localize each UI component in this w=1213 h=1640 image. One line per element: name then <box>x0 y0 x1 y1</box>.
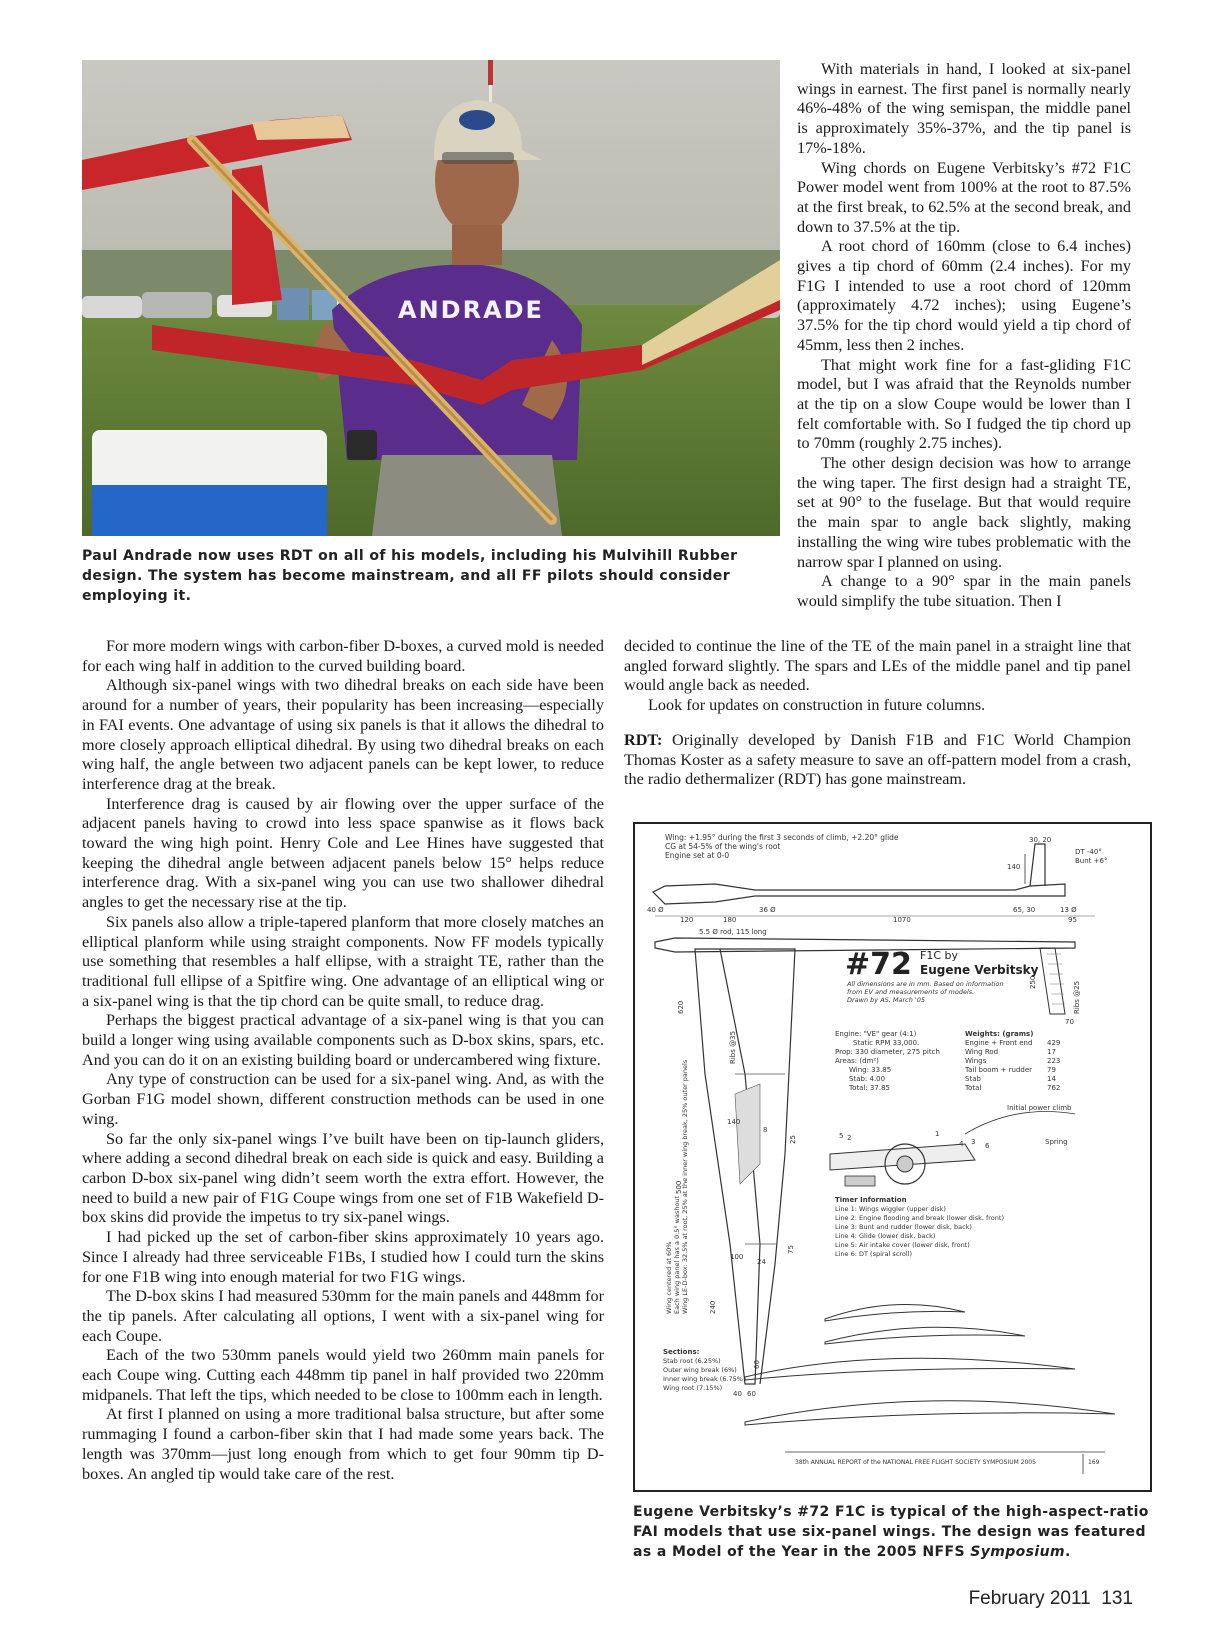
paragraph: The other design decision was how to arrange the wing taper. The first design had a straight TE, set at 90° to the fuselage. But that would require the main spar to angle back slightly, making installing the wing wire tubes problematic with the narrow spar I planned on using. <box>797 454 1131 571</box>
plan-climb-note: Initial power climb <box>1007 1104 1072 1112</box>
plan-footer-page: 169 <box>1088 1459 1100 1466</box>
plan-timer-num: 5 <box>839 1132 844 1140</box>
plan-dim: 240 <box>709 1300 717 1314</box>
diagram-caption-end: . <box>1064 1544 1071 1560</box>
right-column <box>797 60 1131 612</box>
photo-caption: Paul Andrade now uses RDT on all of his models, including his Mulvihill Rubber design. The system has become mainstream, and all FF pilots should consider employing it. <box>82 548 738 604</box>
plan-weight-label: Wings <box>965 1057 987 1065</box>
plan-weight-value: 762 <box>1047 1084 1061 1092</box>
plan-dim: 250 <box>1029 975 1037 989</box>
plan-timer-line: Line 5: Air intake cover (lower disk, front) <box>835 1241 970 1249</box>
paragraph: Wing chords on Eugene Verbitsky’s #72 F1C Power model went from 100% at the root to 87.5% at the first break, to 62.5% at the second break, and down to 37.5% at the tip. <box>797 158 1131 236</box>
paragraph: Six panels also allow a triple-tapered planform that more closely matches an elliptical planform while using straight components. Now FF models typically use something that resembles a half ellipse, with a straight TE, rather than the traditional full ellipse of a Spitfire wing. One advantage of an elliptical wing or a six-panel wing is that the tip chord can be quite small, to reduce drag. <box>82 912 604 1010</box>
plan-spec: Wing: 33.85 <box>849 1066 892 1074</box>
footer-page-number: 131 <box>1101 1588 1133 1609</box>
plan-timer-num: 3 <box>971 1138 976 1146</box>
plan-weight-label: Stab <box>965 1075 981 1083</box>
rdt-lead: RDT: <box>624 730 663 749</box>
paragraph: Interference drag is caused by air flowing over the upper surface of the adjacent panels having to crowd into less space spanwise as it flows back toward the wing high point. Henry Cole and Lee Hines have suggested that keeping the dihedral angle between adjacent panels below 15° helps reduce interference drag. With a six-panel wing you can use two shallower dihedral angles to get the necessary rise at the tip. <box>82 794 604 912</box>
plan-dim: 180 <box>723 916 737 924</box>
plan-weight-label: Wing Rod <box>965 1048 999 1056</box>
plan-subtitle: Drawn by AS, March '05 <box>847 996 925 1004</box>
plan-dim: 40 <box>733 1390 742 1398</box>
plan-dim: 140 <box>727 1118 741 1126</box>
diagram-caption-text: Eugene Verbitsky’s #72 F1C is typical of the high-aspect-ratio FAI models that use six-panel wings. The design was featured as a Model of the Year in the 2005 NFFS <box>633 1504 1149 1560</box>
paragraph: I had picked up the set of carbon-fiber skins approximately 10 years ago. Since I already had three serviceable F1Bs, I studied how I could turn the skins for one F1B wing into enough material for two F1G wings. <box>82 1228 604 1286</box>
plan-weight-value: 79 <box>1047 1066 1056 1074</box>
plan-timer-line: Line 1: Wings wiggler (upper disk) <box>835 1205 946 1213</box>
plan-timer-title: Timer Information <box>835 1196 907 1204</box>
plan-dim: 8 <box>763 1126 768 1134</box>
plan-note: Engine set at 0-0 <box>665 851 730 860</box>
plan-dim: 65, 30 <box>1013 906 1036 914</box>
paragraph: A change to a 90° spar in the main panels would simplify the tube situation. Then I <box>797 572 1131 610</box>
plan-dim: 60 <box>747 1390 756 1398</box>
plan-dim: DT -40° <box>1075 848 1102 856</box>
plan-timer-line: Line 2: Engine flooding and break (lower disk, front) <box>835 1214 1004 1222</box>
paragraph: With materials in hand, I looked at six-panel wings in earnest. The first panel is normally nearly 46%-48% of the wing semispan, the middle panel is approximately 35%-37%, and the tip panel is 17%-18%. <box>797 60 1131 157</box>
plan-spec: Static RPM 33,000. <box>853 1039 920 1047</box>
plan-dim: Ribs @35 <box>729 1030 737 1064</box>
plan-dim: Bunt +6° <box>1075 857 1108 865</box>
plan-section: Inner wing break (6.75%) <box>663 1375 746 1383</box>
paragraph: Look for updates on construction in future columns. <box>648 696 986 715</box>
shirt-text: ANDRADE <box>398 296 544 324</box>
plan-spring-label: Spring <box>1045 1138 1068 1146</box>
plan-title-class: F1C by <box>920 949 958 962</box>
paragraph: At first I planned on using a more traditional balsa structure, but after some rummaging I found a carbon-fiber skin that I had made some years back. The length was 370mm—just long enough from which to get four 90mm tip D-boxes. An angled tip would take care of the rest. <box>82 1405 604 1483</box>
plan-spec: Areas: (dm²) <box>835 1057 879 1065</box>
plan-dim: 30, 20 <box>1029 836 1052 844</box>
plan-title-number: #72 <box>845 947 912 982</box>
plan-dim: 36 Ø <box>759 906 776 914</box>
paragraph: The D-box skins I had measured 530mm for the main panels and 448mm for the tip panels. After calculating all options, I went with a six-panel wing for each Coupe. <box>82 1287 604 1345</box>
plan-dim: 100 <box>730 1253 744 1261</box>
paragraph: A root chord of 160mm (close to 6.4 inches) gives a tip chord of 60mm (2.4 inches). For my F1G I intended to use a root chord of 120mm (approximately 4.72 inches); using Eugene’s 37.5% for the tip chord would yield a tip chord of 45mm, less then 2 inches. <box>797 237 1131 354</box>
plan-section: Wing root (7.15%) <box>663 1384 723 1392</box>
plan-dim: 120 <box>680 916 694 924</box>
plan-weight-label: Engine + Front end <box>965 1039 1033 1047</box>
diagram-caption <box>633 1502 1151 1562</box>
page-footer <box>969 1588 1133 1610</box>
plan-dim: 24 <box>757 1258 766 1266</box>
plan-timer-line: Line 4: Glide (lower disk, back) <box>835 1232 936 1240</box>
plan-subtitle: All dimensions are in mm. Based on information <box>847 980 1004 988</box>
plan-spec: Stab: 4.00 <box>849 1075 886 1083</box>
footer-month: February 2011 <box>968 1588 1091 1609</box>
paragraph: Perhaps the biggest practical advantage of a six-panel wing is that you can build a longer wing using available components such as D-box skins, spars, etc. And you can do it on an existing building board or undercambered wing fixture. <box>82 1011 604 1069</box>
plan-spec: Engine: "VE" gear (4:1) <box>835 1030 917 1038</box>
plan-dim: 60 <box>753 1360 761 1369</box>
paragraph: Each of the two 530mm panels would yield two 260mm main panels for each Coupe wing. Cutting each 448mm tip panel in half provided two 220mm midpanels. That left the tips, which needed to be close to 100mm each in length. <box>82 1346 604 1404</box>
plan-dim: 25 <box>789 1135 797 1144</box>
plan-dim: 620 <box>677 1000 685 1014</box>
left-column <box>82 637 604 1484</box>
plan-dim: 1070 <box>893 916 911 924</box>
plan-rod-note: 5.5 Ø rod, 115 long <box>699 928 767 936</box>
plan-side-note: Wing centered at 60% <box>665 1241 673 1314</box>
plan-section: Stab root (6.25%) <box>663 1357 721 1365</box>
plan-dim: 70 <box>1065 1018 1074 1026</box>
rdt-text: Originally developed by Danish F1B and F1C World Champion Thomas Koster as a safety measure to save an off-pattern model from a crash, the radio dethermalizer (RDT) has gone mainstream. <box>624 730 1131 789</box>
plan-dim: 140 <box>1007 863 1021 871</box>
plan-subtitle: from EV and measurements of models. <box>847 988 975 996</box>
plan-dim: 13 Ø <box>1060 906 1077 914</box>
plan-weight-value: 223 <box>1047 1057 1061 1065</box>
plan-dim: Ribs @25 <box>1073 980 1081 1014</box>
plan-timer-line: Line 6: DT (spiral scroll) <box>835 1250 913 1258</box>
right-column-continued <box>624 637 1131 790</box>
plan-note: Wing: +1.95° during the first 3 seconds of climb, +2.20° glide <box>665 833 899 842</box>
rdt-paragraph <box>624 731 1131 790</box>
plan-drawing <box>635 824 1150 1490</box>
plan-dim: 95 <box>1068 916 1077 924</box>
paragraph: Any type of construction can be used for a six-panel wing. And, as with the Gorban F1G model shown, different construction methods can be used in one wing. <box>82 1070 604 1128</box>
photo-paul-andrade <box>82 60 780 536</box>
plan-timer-num: 6 <box>985 1142 990 1150</box>
plan-diagram <box>633 822 1152 1492</box>
plan-weight-value: 429 <box>1047 1039 1061 1047</box>
paragraph: Although six-panel wings with two dihedral breaks on each side have been around for a number of years, their popularity has been increasing—especially in FAI events. One advantage of using six panels is that it allows the dihedral to more closely approach elliptical dihedral. By using two dihedral breaks on each wing half, the angle between two adjacent panels can be kept lower, to reduce interference drag at the break. <box>82 676 604 793</box>
photo-illustration <box>82 60 780 536</box>
plan-dim: 40 Ø <box>647 906 664 914</box>
paragraph: So far the only six-panel wings I’ve built have been on tip-launch gliders, where adding a second dihedral break on each side is quick and easy. Building a carbon D-box six-panel wing didn’t seem worth the extra effort. However, the need to build a new pair of F1G Coupe wings from one set of F1B Wakefield D-box skins did provide the impetus to try six-panel wings. <box>82 1129 604 1227</box>
plan-spec: Total: 37.85 <box>849 1084 890 1092</box>
plan-footer-note: 38th ANNUAL REPORT of the NATIONAL FREE FLIGHT SOCIETY SYMPOSIUM 2005 <box>795 1459 1036 1466</box>
plan-side-note: Each wing panel has a 0.5° washout <box>673 1195 681 1314</box>
plan-section: Outer wing break (6%) <box>663 1366 737 1374</box>
plan-note: CG at 54-5% of the wing's root <box>665 842 781 851</box>
plan-sections-title: Sections: <box>663 1348 700 1356</box>
plan-weight-label: Total <box>965 1084 982 1092</box>
plan-dim: 75 <box>787 1245 795 1254</box>
plan-dim: 500 <box>675 1180 683 1194</box>
plan-timer-line: Line 3: Bunt and rudder (lower disk, back) <box>835 1223 972 1231</box>
plan-weight-value: 14 <box>1047 1075 1056 1083</box>
plan-weights-title: Weights: (grams) <box>965 1030 1034 1038</box>
diagram-caption-italic: Symposium <box>970 1544 1065 1560</box>
plan-timer-num: 1 <box>935 1130 940 1138</box>
paragraph: decided to continue the line of the TE of the main panel in a straight line that angled forward slightly. The spars and LEs of the middle panel and tip panel would angle back as needed. <box>624 637 1131 695</box>
plan-title-name: Eugene Verbitsky <box>920 963 1039 977</box>
plan-timer-num: 4 <box>959 1140 964 1148</box>
plan-spec: Prop: 330 diameter, 275 pitch <box>835 1048 940 1056</box>
plan-timer-num: 2 <box>847 1134 852 1142</box>
plan-side-note: Wing LE-D-box: 32.5% at root, 25% at the inner wing break, 25% outer panels <box>681 1059 689 1314</box>
paragraph: That might work fine for a fast-gliding F1C model, but I was afraid that the Reynolds number at the tip on a slow Coupe would be lower than I felt comfortable with. So I fudged the tip chord up to 70mm (roughly 2.75 inches). <box>797 355 1131 453</box>
paragraph: For more modern wings with carbon-fiber D-boxes, a curved mold is needed for each wing half in addition to the curved building board. <box>82 637 604 675</box>
plan-weight-value: 17 <box>1047 1048 1056 1056</box>
plan-weight-label: Tail boom + rudder <box>965 1066 1033 1074</box>
